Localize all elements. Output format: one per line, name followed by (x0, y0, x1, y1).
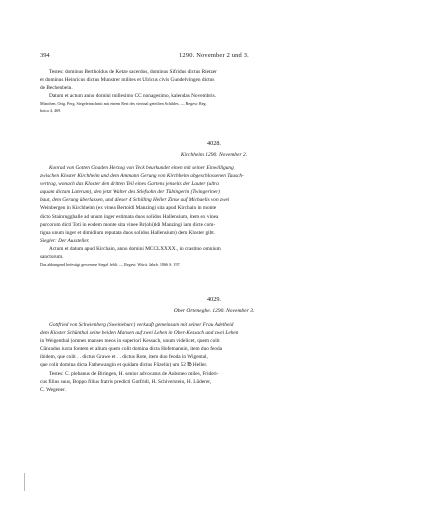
text-line: Datum et actum anno domini millesimo CC nonagesimo, kalendas Novembris. (49, 93, 216, 100)
source-note: München, Orig. Perg. Siegeleinschnitt mit einem Rest des vierinal geteilten Schildes. — Regest: Reg. (40, 101, 207, 107)
text-line: in Weigenthal (omnes manses meos in superiori Kessach, unum videlicet, quem colit (40, 338, 220, 345)
source-note: Das abhangend befestigt gewesene Siegel fehlt. — Regest: Württ. Jahrb. 1866 S. 197. (40, 262, 181, 268)
regest-line: Konrad von Gotten Gnaden Herzog von Teck beurkundet einen mit seiner Einwilligung (49, 165, 234, 171)
text-line: dicto Stainrugghalle ad unum inger estimata duos solidos Hallensium, item ex vinea (40, 213, 219, 220)
text-line: Testes: C. plebanus de Biringen, H. senior advocatus de Aubsneo miles, Frideri- (49, 370, 219, 377)
text-line: Weinbergen in Kirchheim (ex vinea Bertoldi Manzingi sita apud Kirchain in monte (40, 205, 217, 212)
text-line: Testes: dominus Bertholdus de Ketze sacerdos, dominus Sifridus dictus Rietzer (49, 69, 217, 75)
sealer-line: Siegler: Der Aussteller. (40, 237, 90, 244)
running-title: 1290. November 2 und 3. (179, 52, 249, 59)
page-number: 394 (40, 52, 50, 59)
margin-mark (24, 473, 25, 491)
text-line: ibidem, que colit . . dictus Grawe et . . dictus Rote, item duo feoda in Wigental, (40, 354, 208, 361)
source-note: boica 4, 469. (40, 107, 62, 113)
document-4028 (40, 164, 388, 269)
document-number: 4028. (207, 140, 221, 147)
regest-line: aquam dictam Laterum), den jetzt Walter des Stiefsohn der Tübingerin (Twingeriner) (40, 189, 220, 196)
document-number: 4029. (207, 296, 221, 303)
previous-document-end (40, 68, 388, 114)
regest-line: baut, dem Gerung überlassen, und dieser 4 Schilling Heller Zinse auf Michaelis von zwei (40, 197, 230, 204)
text-line: tigua unum inger et dimidium reputata duos solidos Hallensium) dem Kloster gibt. (40, 229, 216, 236)
text-line: purcorum dicti Toti in eodem monte sita vinee Br(ohi)ldi Manzingi iam dicte com- (40, 221, 216, 228)
document-4029 (40, 321, 388, 394)
page-header (40, 52, 388, 62)
regest-line: Gottfried von Schwienberg (Sweineburc) verkauft gemeinsam mit seiner Frau Adelheid (49, 322, 234, 328)
text-line: et dominus Heinricus dictus Munstrer milites et Ulricus civis Gundelvingen dictus (40, 77, 215, 84)
text-line: de Bechenbein. (40, 85, 73, 92)
regest-line: vertrag, wonach das Kloster den dritten Teil eines Gartens jenseits der Lauter (ultra (40, 181, 219, 188)
text-line: sanctorum. (40, 254, 64, 261)
text-line: C. Wegener. (40, 386, 66, 393)
regest-line: zwischen Kloster Kirchheim und dem Ammann Gerung von Kirchheim abgeschlossenen Tausch- (40, 173, 244, 180)
document-heading: Ober Ortenegbe. 1290. November 3. (173, 308, 255, 314)
text-line: Cûnradus iuxta fontem et alium quem colit domina dicta Hofemannin, item duo feoda (40, 346, 222, 353)
regest-line: dem Kloster Schünthal seine beiden Mansen auf zwei Lehen in Ober-Kessach und zwei Lehen (40, 330, 239, 337)
text-line: cus filius suus, Boppo filius fratris predicti Gotfridi, H. Schiverstein, H. Lûderer, (40, 378, 212, 385)
text-line: que colit domina dicta Fathewangin et quidam dictus Fûzelin) um 52 ℔ Heller. (40, 362, 208, 369)
document-heading: Kirchheim 1290. November 2. (180, 152, 248, 158)
text-line: Actum et datum apud Kirchain, anno domini MCCLXXXX., in crastino omnium (49, 245, 221, 252)
